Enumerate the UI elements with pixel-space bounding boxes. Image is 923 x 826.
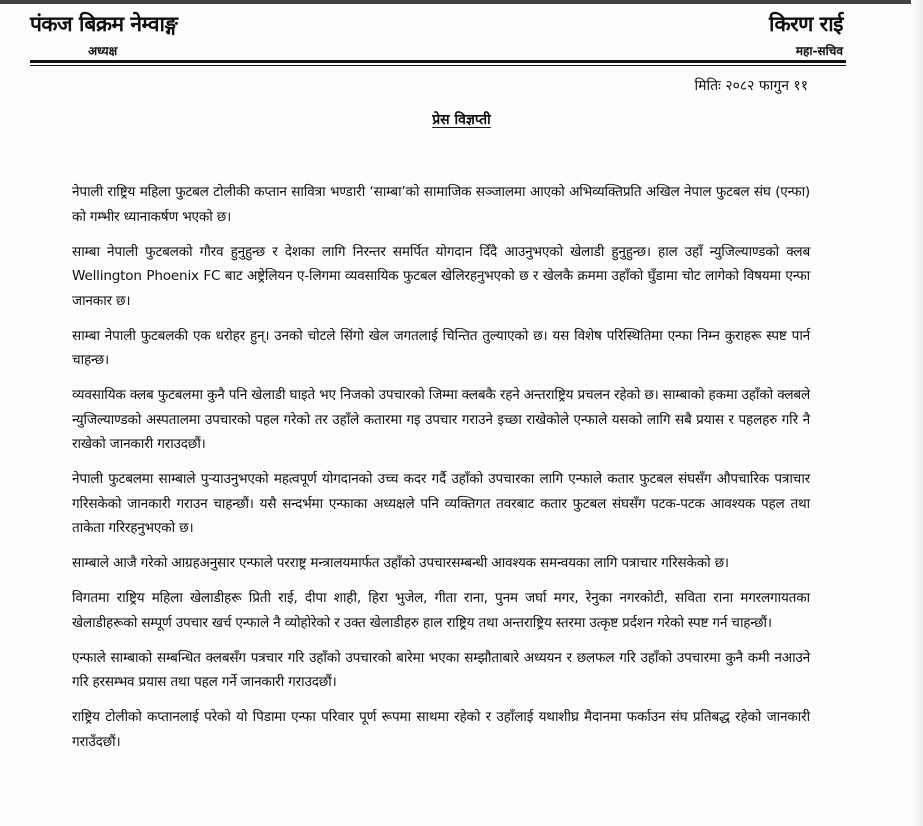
letterhead-president [30,10,177,59]
paragraph: व्यवसायिक क्लब फुटबलमा कुनै पनि खेलाडी घाइते भए निजको उपचारको जिम्मा क्लबकै रहने अन्तराष्ट्रिय प्रचलन रहेको छ। साम्बाको हकमा उहाँको क्लबले न्युजिल्याण्डको अस्पतालमा उपचारको पहल गरेको तर उहाँले कतारमा गइ उपचार गराउने इच्छा राखेकोले एन्फाले यसको लागि सबै प्रयास र पहलहरु गरि नै राखेको जानकारी गराउदछौं। [72,387,810,452]
paragraph: साम्बा नेपाली फुटबलको गौरव हुनुहुन्छ र देशका लागि निरन्तर समर्पित योगदान दिँदै आउनुभएको खेलाडी हुनुहुन्छ। हाल उहाँ न्युजिल्याण्डको क्लब Wellington Phoenix FC बाट अष्ट्रेलियन ए-लिगमा व्यवसायिक फुटबल खेलिरहनुभएको छ र खेलकै क्रममा उहाँको घुँडामा चोट लागेको विषयमा एन्फा जानकार छ। [72,243,810,309]
president-title: अध्यक्ष [88,44,118,58]
paragraph: साम्बा नेपाली फुटबलकी एक धरोहर हुन्। उनको चोटले सिंगो खेल जगतलाई चिन्तित तुल्याएको छ। यस विशेष परिस्थितिमा एन्फा निम्न कुराहरू स्पष्ट पार्न चाहन्छ। [72,327,810,368]
document-date: मितिः २०८२ फागुन ११ [694,78,808,94]
general-secretary-name: किरण राई [769,12,843,36]
header-rule-thin [30,65,846,66]
paragraph: विगतमा राष्ट्रिय महिला खेलाडीहरू प्रिती राई, दीपा शाही, हिरा भुजेल, गीता राना, पुनम जर्घा मगर, रेनुका नगरकोटी, सविता राना मगरलगायतका खेलाडीहरूको सम्पूर्ण उपचार खर्च एन्फाले नै व्योहोरेको र उक्त खेलाडीहरु हाल राष्ट्रिय तथा अन्तराष्ट्रिय स्तरमा उत्कृष्ट प्रर्दशन गरेको स्पष्ट गर्न चाहन्छौं। [72,590,810,631]
general-secretary-title: महा-सचिव [795,44,843,58]
document-title [0,110,923,129]
paragraph: एन्फाले साम्बाको सम्बन्धित क्लबसँग पत्रचार गरि उहाँको उपचारको बारेमा भएका सम्झौताबारे अध्ययन र छलफल गरि उहाँको उपचारमा कुनै कमी नआउने गरि हरसम्भव प्रयास तथा पहल गर्ने जानकारी गराउदछौं। [72,649,810,690]
window-top-edge [0,0,923,4]
paragraph: नेपाली फुटबलमा साम्बाले पुऱ्याउनुभएको महत्वपूर्ण योगदानको उच्च कदर गर्दै उहाँको उपचारका लागि एन्फाले कतार फुटबल संघसँग औपचारिक पत्राचार गरिसकेको जानकारी गराउन चाहन्छौं। यसै सन्दर्भमा एन्फाका अध्यक्षले पनि व्यक्तिगत तवरबाट कतार फुटबल संघसँग पटक-पटक आवश्यक पहल तथा ताकेता गरिरहनुभएको छ। [72,471,810,536]
paragraph: राष्ट्रिय टोलीको कप्तानलाई परेको यो पिडामा एन्फा परिवार पूर्ण रूपमा साथमा रहेको र उहाँलाई यथाशीघ्र मैदानमा फर्काउन संघ प्रतिबद्ध रहेको जानकारी गराउँदछौं। [72,709,810,750]
president-name: पंकज बिक्रम नेम्वाङ्ग [30,12,178,36]
document-body [72,180,810,765]
paragraph: साम्बाले आजै गरेको आग्रहअनुसार एन्फाले परराष्ट्र मन्त्रालयमार्फत उहाँको उपचारसम्बन्धी आवश्यक समन्वयका लागि पत्राचार गरिसकेको छ। [72,555,729,571]
paragraph: नेपाली राष्ट्रिय महिला फुटबल टोलीकी कप्तान सावित्रा भण्डारी ‘साम्बा’को सामाजिक सञ्जालमा आएको अभिव्यक्तिप्रति अखिल नेपाल फुटबल संघ (एन्फा) को गम्भीर ध्यानाकर्षण भएको छ। [72,184,810,225]
letterhead-general-secretary [769,10,843,59]
press-release-heading: प्रेस विज्ञप्ती [432,112,491,128]
header-rule-thick [30,60,846,63]
